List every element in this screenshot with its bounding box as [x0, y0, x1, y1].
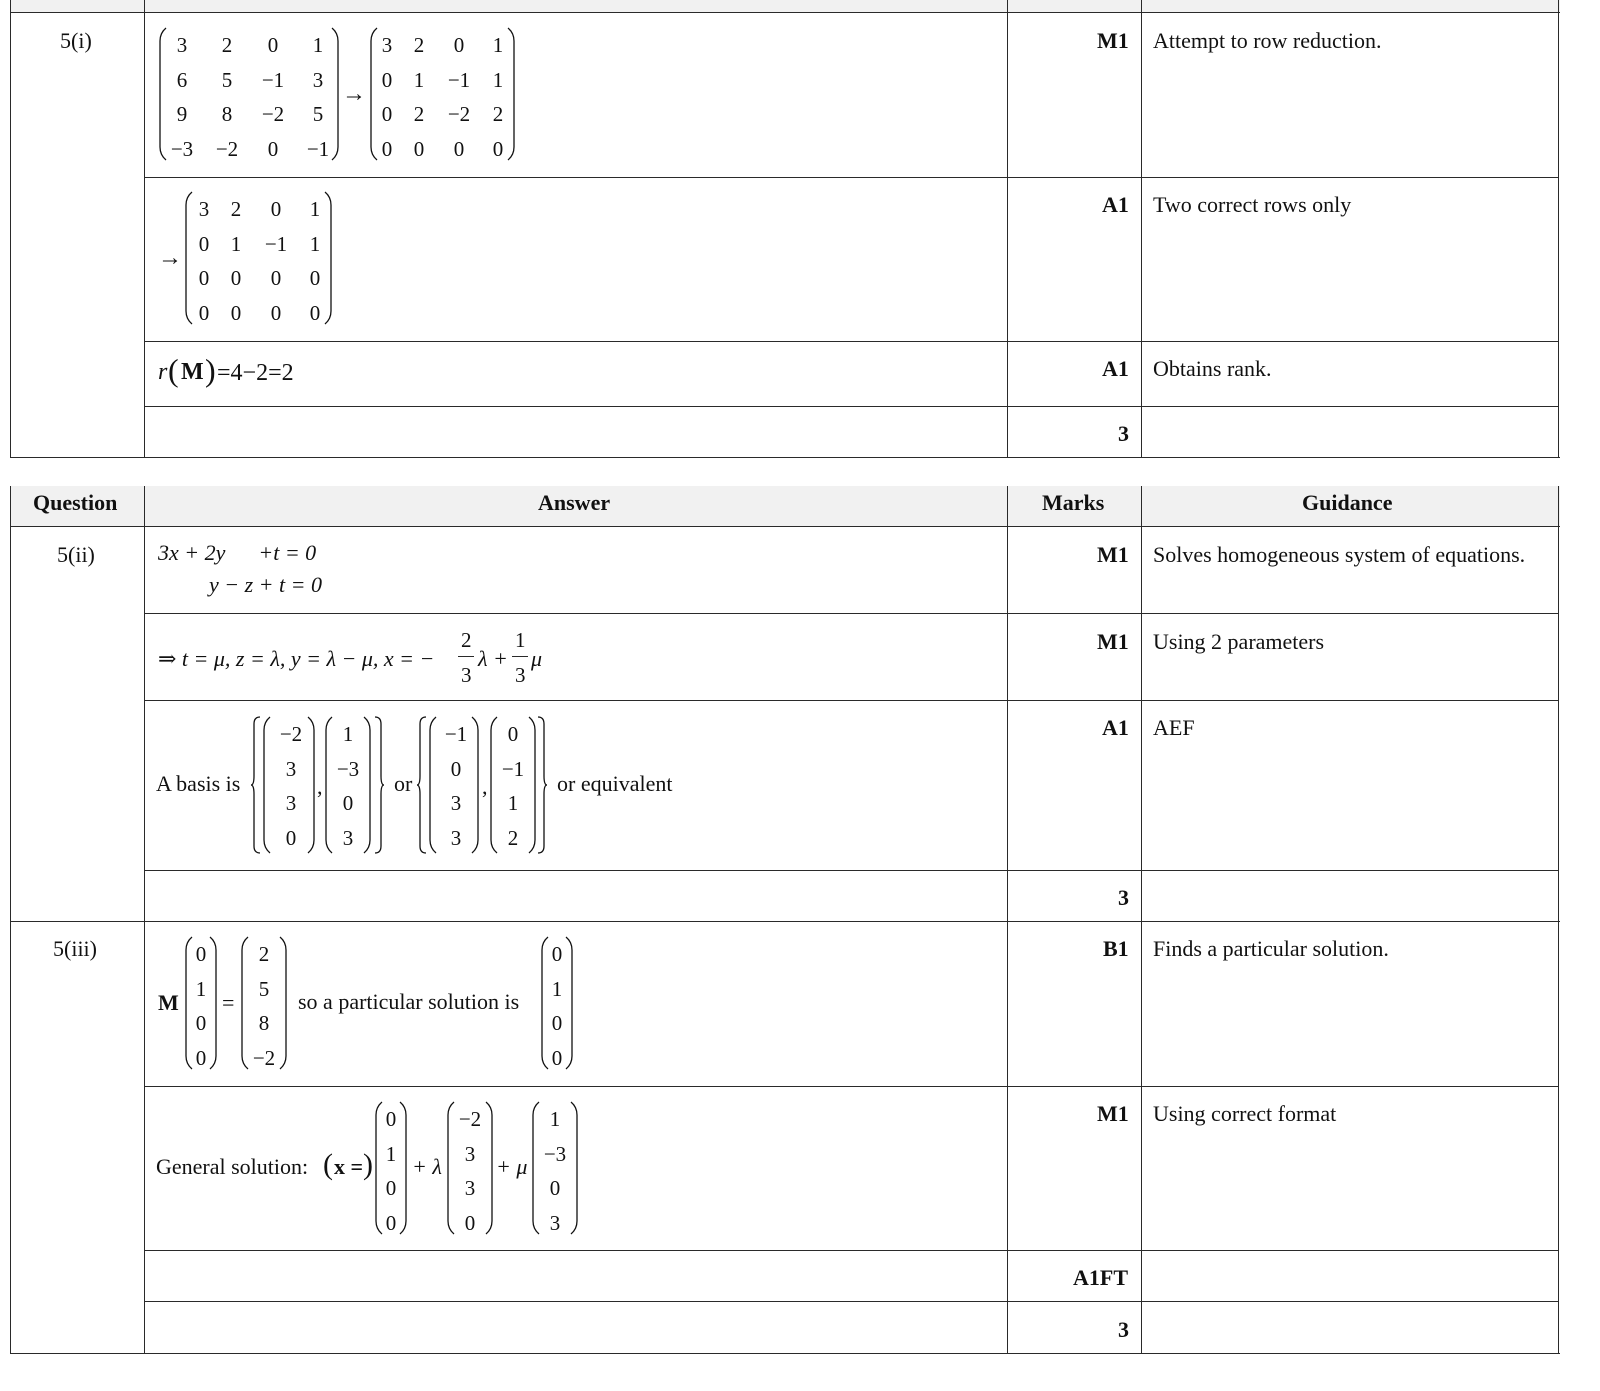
matrix-entry: 2 — [230, 197, 242, 221]
marks-cell: M1 — [1097, 629, 1129, 654]
guidance-cell: Using correct format — [1153, 1101, 1337, 1126]
matrix-entry: 1 — [385, 1141, 397, 1166]
matrix-entry: 0 — [381, 102, 393, 126]
matrix-entry: 0 — [198, 266, 210, 290]
matrix-entry: 0 — [309, 266, 321, 290]
guidance-cell: AEF — [1153, 715, 1195, 740]
matrix-entry: 0 — [267, 136, 279, 161]
equation-2: y − z + t = 0 — [209, 572, 322, 597]
matrix-entry: −2 — [279, 722, 303, 746]
guidance-cell: Solves homogeneous system of equations. — [1153, 542, 1526, 567]
matrix-entry: 0 — [285, 825, 297, 850]
brace-icon — [536, 716, 548, 854]
matrix-entry: 0 — [342, 791, 354, 815]
matrix-entry: 3 — [450, 825, 462, 850]
matrix-entry: 0 — [309, 300, 321, 325]
guidance-cell: Using 2 parameters — [1153, 629, 1325, 654]
matrix-entry: −1 — [306, 136, 330, 161]
matrix-entry: 3 — [549, 1210, 561, 1235]
matrix-entry: −2 — [458, 1107, 482, 1131]
matrix-entry: 0 — [413, 136, 425, 161]
marks-cell: A1 — [1102, 356, 1129, 381]
matrix-entry: 1 — [309, 197, 321, 221]
matrix-entry: 5 — [312, 102, 324, 126]
matrix-entry: 0 — [385, 1210, 397, 1235]
matrix-entry: 1 — [507, 791, 519, 815]
matrix-entry: 0 — [270, 266, 282, 290]
matrix-entry: 3 — [285, 791, 297, 815]
arrow-icon: → — [342, 81, 366, 107]
matrix-entry: −3 — [170, 136, 194, 161]
guidance-cell: Obtains rank. — [1153, 356, 1272, 381]
matrix-entry: −1 — [501, 756, 525, 781]
matrix-entry: 3 — [381, 33, 393, 57]
matrix-entry: −1 — [447, 67, 471, 92]
matrix-entry: −2 — [252, 1045, 276, 1070]
matrix-entry: 1 — [549, 1107, 561, 1131]
matrix-entry: 3 — [450, 791, 462, 815]
matrix-entry: 1 — [413, 67, 425, 92]
matrix-entry: 3 — [464, 1176, 476, 1200]
matrix-entry: 3 — [464, 1141, 476, 1166]
marks-cell: M1 — [1097, 542, 1129, 567]
brace-icon — [373, 716, 385, 854]
matrix-entry: 2 — [413, 33, 425, 57]
matrix-entry: 0 — [551, 1011, 563, 1035]
matrix-entry: 1 — [309, 231, 321, 256]
matrix-entry: 0 — [381, 136, 393, 161]
matrix-entry: 1 — [230, 231, 242, 256]
matrix-entry: 1 — [492, 33, 504, 57]
matrix-entry: 0 — [549, 1176, 561, 1200]
matrix-entry: 9 — [176, 102, 188, 126]
matrix-entry: −3 — [543, 1141, 567, 1166]
matrix-entry: 0 — [385, 1107, 397, 1131]
guidance-cell: Two correct rows only — [1153, 192, 1352, 217]
header-answer: Answer — [538, 490, 611, 515]
matrix-entry: 3 — [198, 197, 210, 221]
matrix-entry: −1 — [444, 722, 468, 746]
matrix-entry: 2 — [258, 942, 270, 966]
matrix-entry: 0 — [453, 33, 465, 57]
matrix-entry: 0 — [450, 756, 462, 781]
matrix-entry: −1 — [264, 231, 288, 256]
matrix-entry: 2 — [492, 102, 504, 126]
matrix-entry: 1 — [312, 33, 324, 57]
marks-cell: M1 — [1097, 1101, 1129, 1126]
brace-icon — [250, 716, 262, 854]
matrix-entry: 0 — [270, 197, 282, 221]
matrix-entry: 5 — [221, 67, 233, 92]
arrow-icon: → — [158, 245, 182, 271]
total-marks: 3 — [1118, 885, 1129, 910]
matrix-entry: −3 — [336, 756, 360, 781]
matrix-entry: 0 — [507, 722, 519, 746]
matrix-entry: 3 — [312, 67, 324, 92]
matrix-entry: 3 — [342, 825, 354, 850]
matrix-entry: 0 — [551, 942, 563, 966]
total-marks: 3 — [1118, 1317, 1129, 1342]
matrix-entry: 2 — [507, 825, 519, 850]
marks-cell: A1 — [1102, 192, 1129, 217]
total-marks: 3 — [1118, 421, 1129, 446]
brace-icon — [416, 716, 428, 854]
matrix-entry: 0 — [385, 1176, 397, 1200]
matrix-entry: 0 — [230, 300, 242, 325]
matrix-entry: −2 — [447, 102, 471, 126]
guidance-cell: Attempt to row reduction. — [1153, 28, 1382, 53]
matrix-entry: −1 — [261, 67, 285, 92]
matrix-entry: −2 — [215, 136, 239, 161]
header-guidance: Guidance — [1302, 490, 1393, 515]
matrix-entry: 0 — [195, 942, 207, 966]
header-marks: Marks — [1042, 490, 1105, 515]
matrix-entry: 6 — [176, 67, 188, 92]
matrix-entry: 8 — [258, 1011, 270, 1035]
matrix-entry: 0 — [270, 300, 282, 325]
matrix-entry: 0 — [551, 1045, 563, 1070]
matrix-entry: 3 — [176, 33, 188, 57]
question-label: 5(i) — [60, 28, 92, 53]
matrix-entry: −2 — [261, 102, 285, 126]
header-question: Question — [33, 490, 118, 515]
marks-cell: A1FT — [1073, 1265, 1128, 1290]
matrix-entry: 8 — [221, 102, 233, 126]
question-label: 5(ii) — [57, 542, 95, 567]
matrix-entry: 1 — [195, 976, 207, 1001]
marks-cell: A1 — [1102, 715, 1129, 740]
marks-cell: M1 — [1097, 28, 1129, 53]
matrix-entry: 1 — [342, 722, 354, 746]
guidance-cell: Finds a particular solution. — [1153, 936, 1389, 961]
matrix-entry: 2 — [221, 33, 233, 57]
matrix-entry: 0 — [198, 231, 210, 256]
marks-cell: B1 — [1103, 936, 1129, 961]
matrix-entry: 0 — [464, 1210, 476, 1235]
matrix-entry: 0 — [381, 67, 393, 92]
question-label: 5(iii) — [53, 936, 97, 961]
matrix-entry: 0 — [492, 136, 504, 161]
matrix-entry: 0 — [195, 1045, 207, 1070]
matrix-entry: 0 — [195, 1011, 207, 1035]
matrix-entry: 0 — [453, 136, 465, 161]
matrix-entry: 3 — [285, 756, 297, 781]
matrix-entry: 1 — [492, 67, 504, 92]
matrix-entry: 1 — [551, 976, 563, 1001]
matrix-entry: 2 — [413, 102, 425, 126]
equation-1: 3x + 2y +t = 0 — [158, 540, 317, 565]
matrix-entry: 5 — [258, 976, 270, 1001]
matrix-entry: 0 — [267, 33, 279, 57]
matrix-entry: 0 — [198, 300, 210, 325]
matrix-entry: 0 — [230, 266, 242, 290]
